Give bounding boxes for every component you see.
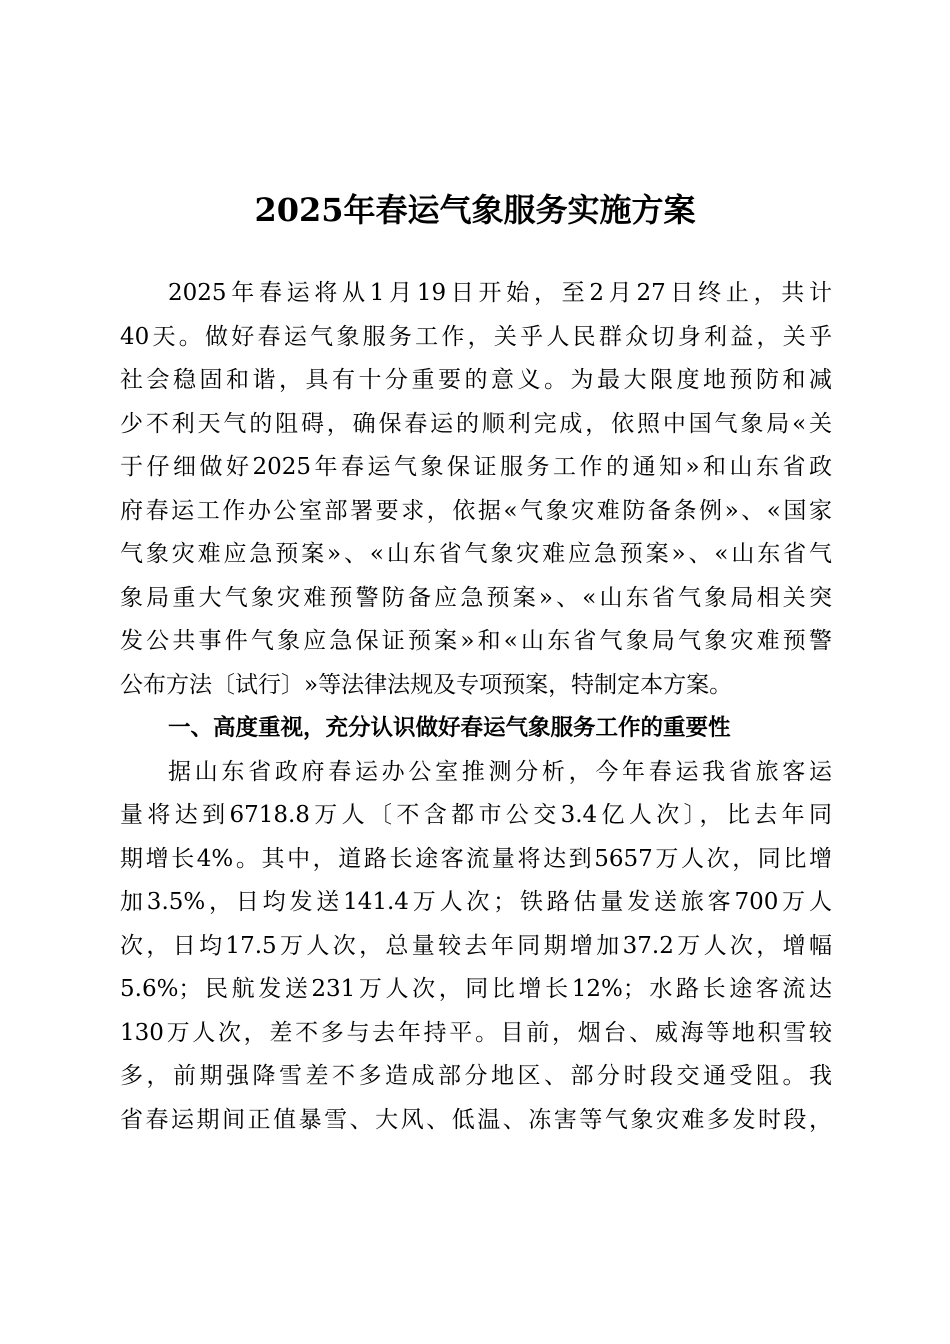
section-paragraph-line: 据山东省政府春运办公室推测分析，今年春运我省旅客运 — [168, 758, 832, 785]
intro-paragraph-line: 40天。做好春运气象服务工作，关乎人民群众切身利益，关乎 — [120, 323, 832, 350]
intro-paragraph-line: 公布方法〔试行〕»等法律法规及专项预案，特制定本方案。 — [120, 671, 733, 698]
document-body — [120, 272, 832, 1142]
section-paragraph-line: 期增长4%。其中，道路长途客流量将达到5657万人次，同比增 — [120, 845, 832, 872]
intro-paragraph-line: 府春运工作办公室部署要求，依据«气象灾难防备条例»、«国家 — [120, 497, 832, 524]
intro-paragraph-line: 社会稳固和谐，具有十分重要的意义。为最大限度地预防和减 — [120, 367, 832, 393]
intro-paragraph-line: 2025年春运将从1月19日开始，至2月27日终止，共计 — [168, 280, 832, 306]
section-paragraph-line: 加3.5%，日均发送141.4万人次；铁路估量发送旅客700万人 — [120, 889, 832, 915]
section-paragraph-line: 省春运期间正值暴雪、大风、低温、冻害等气象灾难多发时段， — [120, 1106, 832, 1133]
intro-paragraph-line: 于仔细做好2025年春运气象保证服务工作的通知»和山东省政 — [120, 454, 832, 480]
section-paragraph-line: 多，前期强降雪差不多造成部分地区、部分时段交通受阻。我 — [120, 1063, 832, 1089]
section-paragraph-line: 130万人次，差不多与去年持平。目前，烟台、威海等地积雪较 — [120, 1019, 832, 1046]
document-title: 2025年春运气象服务实施方案 — [254, 191, 696, 229]
intro-paragraph-line: 象局重大气象灾难预警防备应急预案»、«山东省气象局相关突 — [120, 584, 832, 611]
section-heading: 一、高度重视，充分认识做好春运气象服务工作的重要性 — [168, 715, 731, 741]
intro-paragraph-line: 发公共事件气象应急保证预案»和«山东省气象局气象灾难预警 — [120, 628, 832, 654]
intro-paragraph-line: 气象灾难应急预案»、«山东省气象灾难应急预案»、«山东省气 — [120, 541, 832, 567]
section-paragraph-line: 5.6%；民航发送231万人次，同比增长12%；水路长途客流达 — [120, 976, 832, 1002]
section-paragraph-line: 次，日均17.5万人次，总量较去年同期增加37.2万人次，增幅 — [120, 932, 832, 959]
section-paragraph-line: 量将达到6718.8万人〔不含都市公交3.4亿人次〕，比去年同 — [120, 802, 832, 828]
intro-paragraph-line: 少不利天气的阻碍，确保春运的顺利完成，依照中国气象局«关 — [120, 410, 832, 437]
